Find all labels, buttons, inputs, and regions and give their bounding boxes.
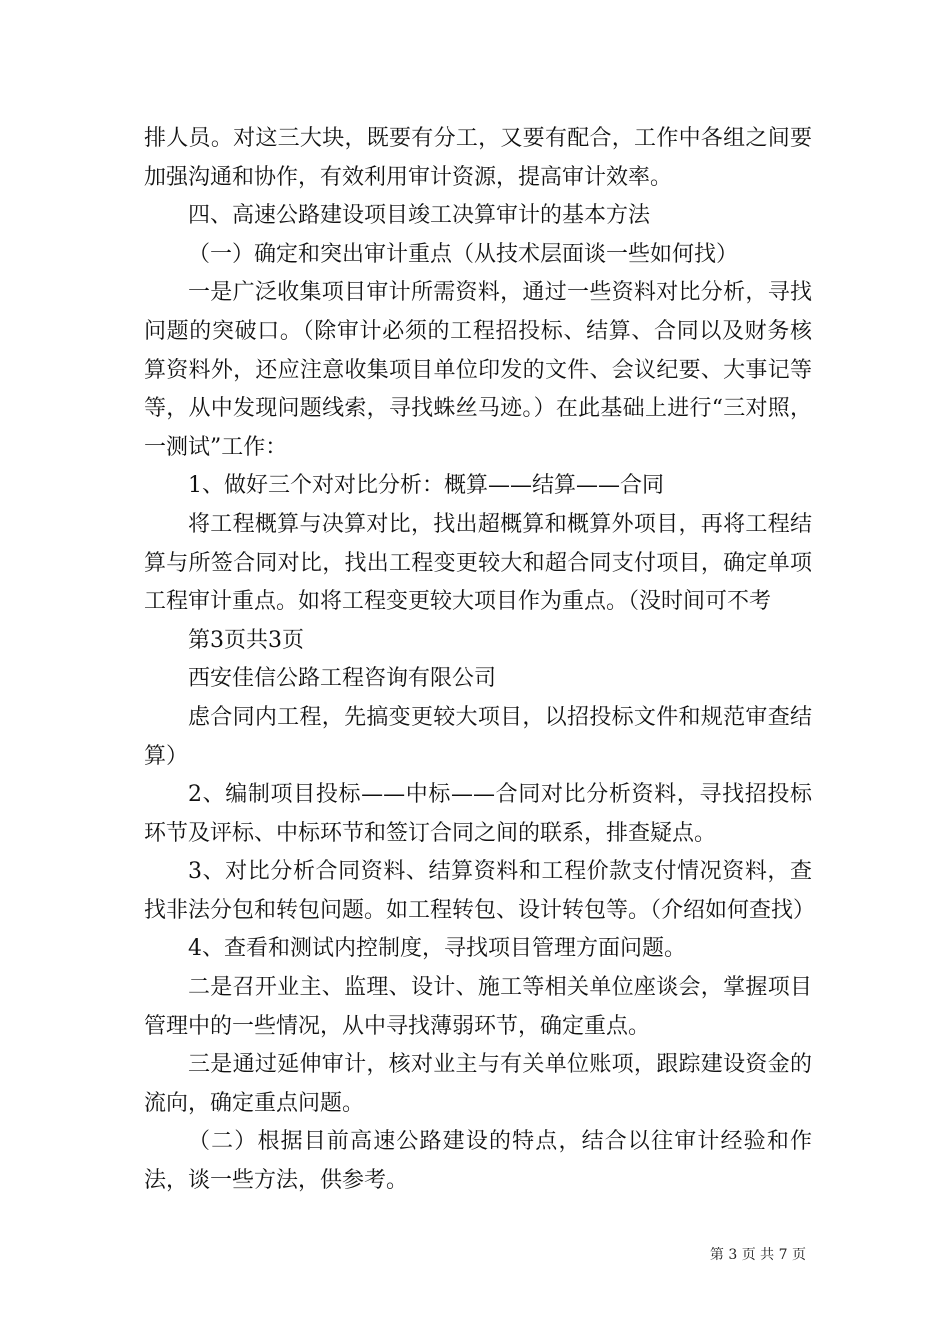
- embedded-page-marker: 第3页共3页: [188, 627, 304, 653]
- paragraph-extended-audit: 三是通过延伸审计，核对业主与有关单位账项，跟踪建设资金的流向，确定重点问题。: [144, 1052, 812, 1116]
- section-heading-methods: 四、高速公路建设项目竣工决算审计的基本方法: [188, 203, 651, 229]
- list-item-comparison: 1、做好三个对对比分析：概算——结算——合同: [188, 473, 664, 499]
- subsection-heading-characteristics: （二）根据目前高速公路建设的特点，结合以往审计经验和作法，谈一些方法，供参考。: [144, 1129, 812, 1194]
- document-body: [144, 120, 816, 1201]
- paragraph-continuation: 排人员。对这三大块，既要有分工，又要有配合，工作中各组之间要加强沟通和协作，有效利用审计资源，提高审计效率。: [144, 126, 812, 190]
- paragraph-budget-comparison: 将工程概算与决算对比，找出超概算和概算外项目，再将工程结算与所签合同对比，找出工程变更较大和超合同支付项目，确定单项工程审计重点。如将工程变更较大项目作为重点。（没时间可不考: [144, 511, 812, 615]
- paragraph-collect-materials: 一是广泛收集项目审计所需资料，通过一些资料对比分析，寻找问题的突破口。（除审计必须的工程招投标、结算、合同以及财务核算资料外，还应注意收集项目单位印发的文件、会议纪要、大事记等等，从中发现问题线索，寻找蛛丝马迹。）在此基础上进行“三对照，一测试”工作：: [144, 280, 812, 460]
- subsection-heading-focus: （一）确定和突出审计重点（从技术层面谈一些如何找）: [188, 241, 739, 267]
- list-item-subcontracting: 3、对比分析合同资料、结算资料和工程价款支付情况资料，查找非法分包和转包问题。如工程转包、设计转包等。（介绍如何查找）: [144, 859, 816, 923]
- embedded-company-name: 西安佳信公路工程咨询有限公司: [188, 666, 497, 692]
- page-number-footer: 第 3 页 共 7 页: [709, 1247, 806, 1263]
- paragraph-symposium: 二是召开业主、监理、设计、施工等相关单位座谈会，掌握项目管理中的一些情况，从中寻找薄弱环节，确定重点。: [144, 975, 812, 1039]
- list-item-internal-control: 4、查看和测试内控制度，寻找项目管理方面问题。: [188, 936, 686, 962]
- list-item-bidding: 2、编制项目投标——中标——合同对比分析资料，寻找招投标环节及评标、中标环节和签订合同之间的联系，排查疑点。: [144, 782, 812, 846]
- paragraph-contract-review: 虑合同内工程，先搞变更较大项目，以招投标文件和规范审查结算）: [144, 704, 812, 769]
